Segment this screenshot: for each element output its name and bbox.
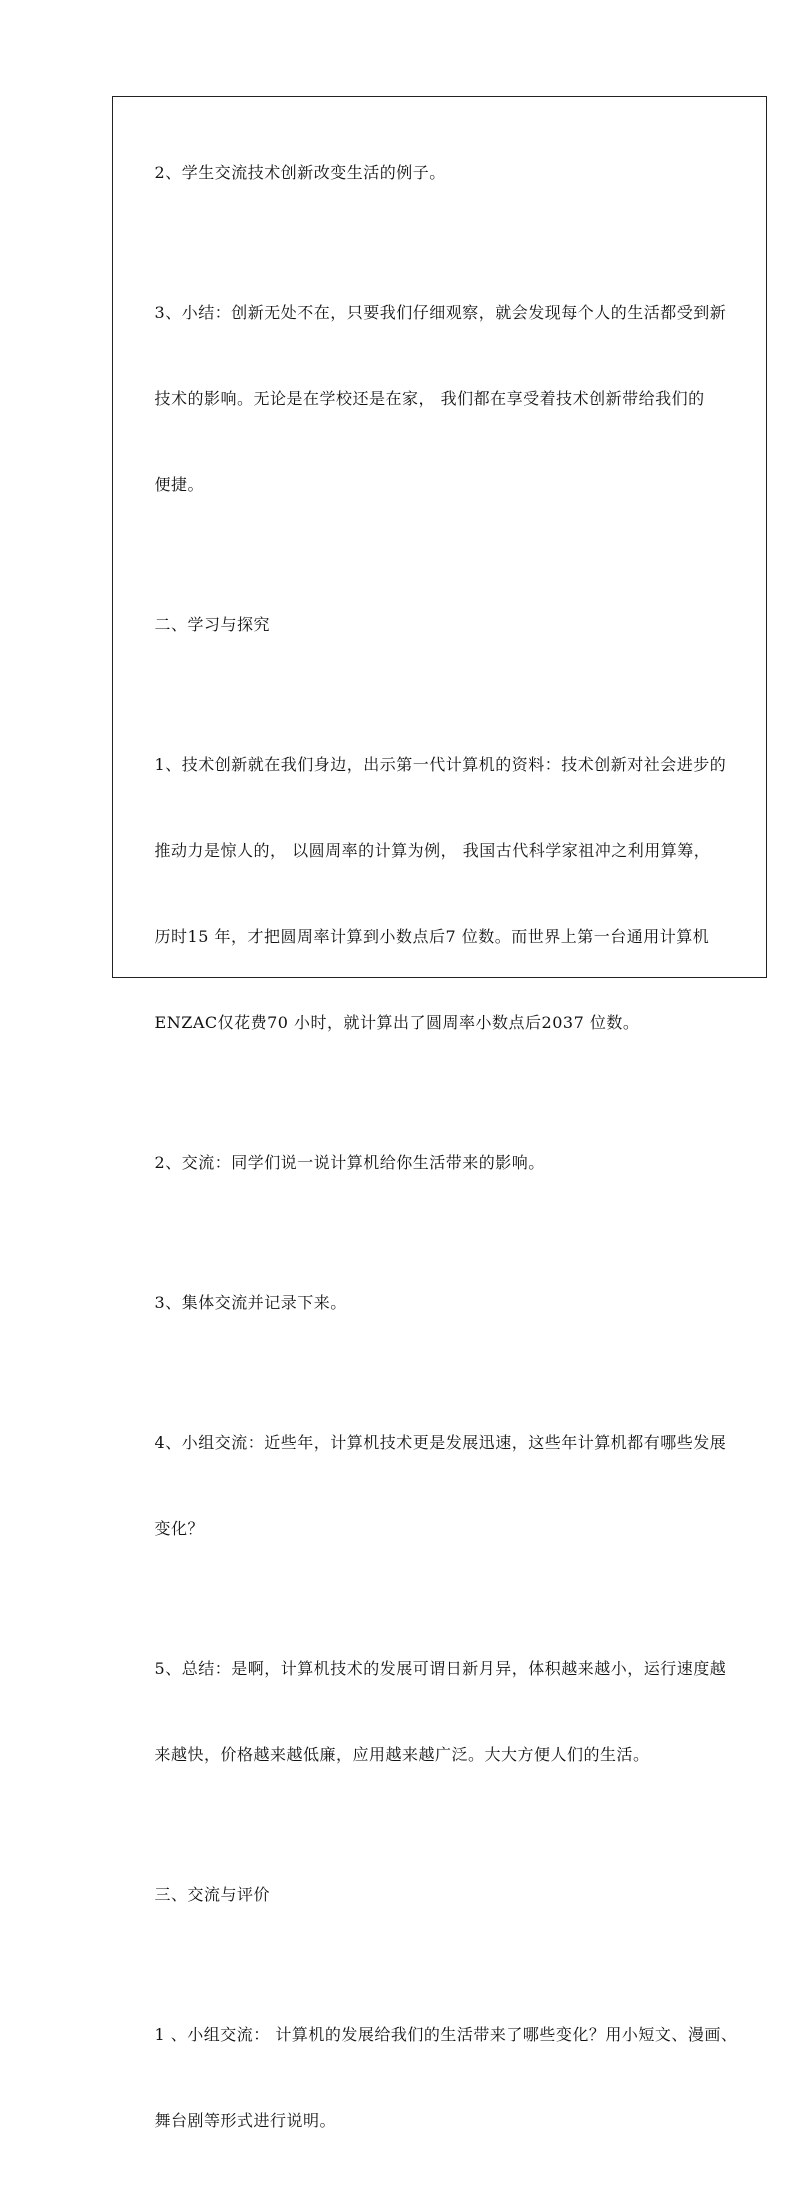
- paragraph-line: 历时15 年，才把圆周率计算到小数点后7 位数。而世界上第一台通用计算机: [154, 927, 710, 946]
- paragraph-summary: [121, 248, 762, 549]
- paragraph-final-task: [121, 1970, 762, 2185]
- paragraph-line: 来越快，价格越来越低廉，应用越来越广泛。大大方便人们的生活。: [154, 1745, 650, 1764]
- paragraph-computer-history: [121, 700, 762, 1087]
- document-table-cell: [112, 96, 767, 2130]
- paragraph-conclusion: [121, 1604, 762, 1819]
- section-heading-exchange-evaluate: [121, 1830, 762, 1959]
- paragraph-line: 2、交流：同学们说一说计算机给你生活带来的影响。: [154, 1153, 545, 1172]
- paragraph-line: 推动力是惊人的， 以圆周率的计算为例， 我国古代科学家祖冲之利用算筹，: [154, 841, 711, 860]
- paragraph-group-record: [121, 1238, 762, 1367]
- paragraph-line: 3、小结：创新无处不在，只要我们仔细观察，就会发现每个人的生活都受到新: [154, 303, 727, 322]
- paragraph-line: 5、总结：是啊，计算机技术的发展可谓日新月异，体积越来越小，运行速度越: [154, 1659, 727, 1678]
- paragraph-line: 3、集体交流并记录下来。: [154, 1293, 347, 1312]
- paragraph-line: 1、技术创新就在我们身边，出示第一代计算机的资料：技术创新对社会进步的: [154, 755, 727, 774]
- paragraph-line: 1 、小组交流： 计算机的发展给我们的生活带来了哪些变化？用小短文、漫画、: [154, 2025, 738, 2044]
- paragraph-student-exchange: [121, 108, 762, 237]
- paragraph-line: 2、学生交流技术创新改变生活的例子。: [154, 163, 446, 182]
- paragraph-group-exchange: [121, 1378, 762, 1593]
- paragraph-line: 变化？: [154, 1519, 205, 1538]
- paragraph-line: ENZAC仅花费70 小时，就计算出了圆周率小数点后2037 位数。: [154, 1013, 640, 1032]
- document-content: [121, 97, 762, 2185]
- section-heading-text: 二、学习与探究: [154, 615, 271, 634]
- paragraph-line: 便捷。: [154, 475, 205, 494]
- paragraph-line: 技术的影响。无论是在学校还是在家， 我们都在享受着技术创新带给我们的: [154, 389, 705, 408]
- section-heading-learn-explore: [121, 560, 762, 689]
- paragraph-line: 4、小组交流：近些年，计算机技术更是发展迅速，这些年计算机都有哪些发展: [154, 1433, 727, 1452]
- section-heading-text: 三、交流与评价: [154, 1885, 271, 1904]
- paragraph-discussion: [121, 1098, 762, 1227]
- paragraph-line: 舞台剧等形式进行说明。: [154, 2111, 337, 2130]
